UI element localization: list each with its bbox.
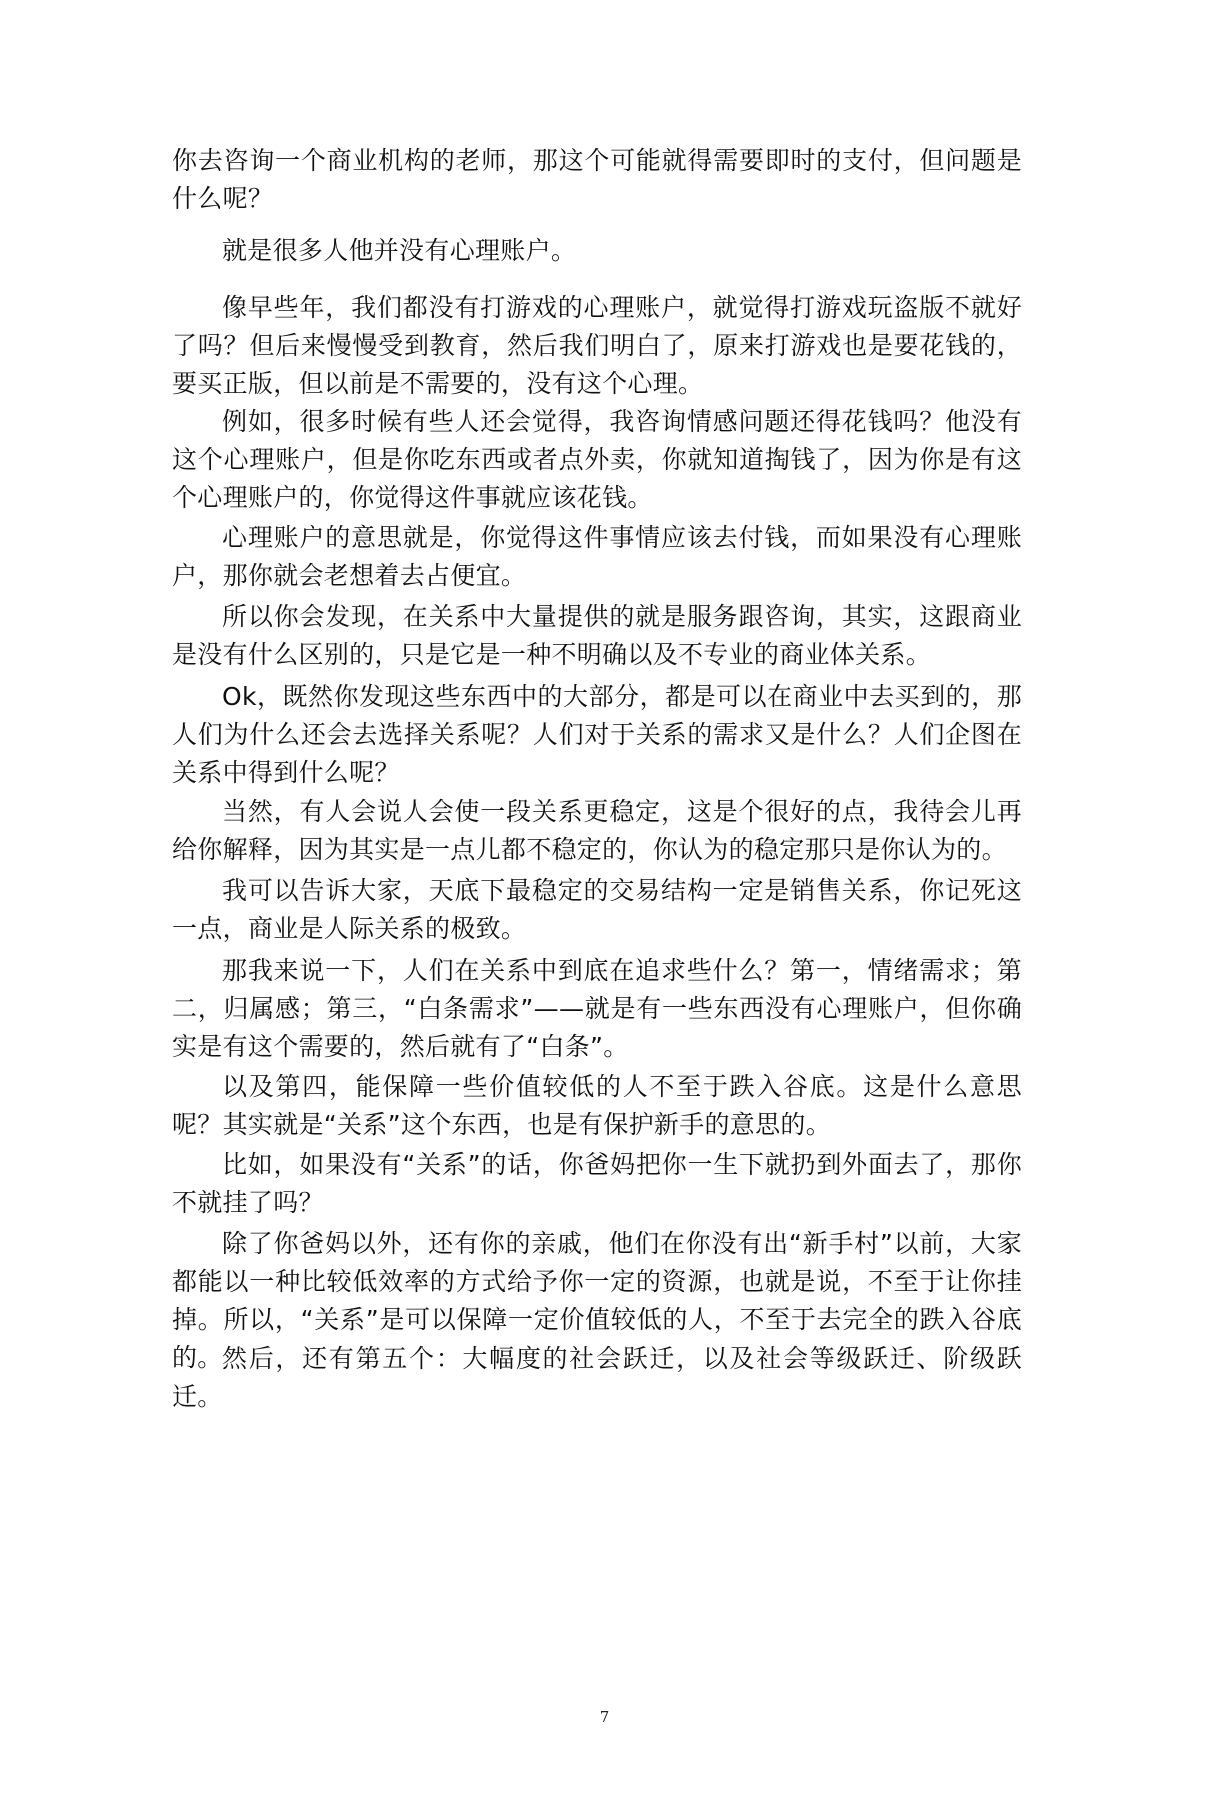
paragraph-1: 你去咨询一个商业机构的老师，那这个可能就得需要即时的支付，但问题是什么呢？ [172, 146, 1022, 213]
paragraph-5: 心理账户的意思就是，你觉得这件事情应该去付钱，而如果没有心理账户，那你就会老想着去占便宜。 [172, 523, 1022, 590]
paragraph-2: 就是很多人他并没有心理账户。 [222, 236, 577, 265]
page-number: 7 [599, 1708, 610, 1726]
paragraph-10: 那我来说一下，人们在关系中到底在追求些什么？第一，情绪需求；第二，归属感；第三，“白条需求”——就是有一些东西没有心理账户，但你确实是有这个需要的，然后就有了“白条”。 [172, 956, 1022, 1061]
paragraph-7: Ok，既然你发现这些东西中的大部分，都是可以在商业中去买到的，那人们为什么还会去选择关系呢？人们对于关系的需求又是什么？人们企图在关系中得到什么呢？ [172, 682, 1022, 787]
paragraph-14: 然后，还有第五个：大幅度的社会跃迁，以及社会等级跃迁、阶级跃迁。 [172, 1344, 1022, 1411]
paragraph-4: 例如，很多时候有些人还会觉得，我咨询情感问题还得花钱吗？他没有这个心理账户，但是你吃东西或者点外卖，你就知道掏钱了，因为你是有这个心理账户的，你觉得这件事就应该花钱。 [172, 407, 1022, 512]
paragraph-3: 像早些年，我们都没有打游戏的心理账户，就觉得打游戏玩盗版不就好了吗？但后来慢慢受到教育，然后我们明白了，原来打游戏也是要花钱的，要买正版，但以前是不需要的，没有这个心理。 [172, 293, 1022, 398]
paragraph-6: 所以你会发现，在关系中大量提供的就是服务跟咨询，其实，这跟商业是没有什么区别的，只是它是一种不明确以及不专业的商业体关系。 [172, 602, 1022, 669]
paragraph-12: 比如，如果没有“关系”的话，你爸妈把你一生下就扔到外面去了，那你不就挂了吗？ [172, 1150, 1022, 1217]
paragraph-13: 除了你爸妈以外，还有你的亲戚，他们在你没有出“新手村”以前，大家都能以一种比较低效率的方式给予你一定的资源，也就是说，不至于让你挂掉。所以，“关系”是可以保障一定价值较低的人，不至于去完全的跌入谷底的。 [172, 1229, 1022, 1372]
paragraph-8: 当然，有人会说人会使一段关系更稳定，这是个很好的点，我待会儿再给你解释，因为其实是一点儿都不稳定的，你认为的稳定那只是你认为的。 [172, 797, 1022, 864]
paragraph-9: 我可以告诉大家，天底下最稳定的交易结构一定是销售关系，你记死这一点，商业是人际关系的极致。 [172, 876, 1022, 943]
paragraph-11: 以及第四，能保障一些价值较低的人不至于跌入谷底。这是什么意思呢？其实就是“关系”这个东西，也是有保护新手的意思的。 [172, 1072, 1022, 1139]
